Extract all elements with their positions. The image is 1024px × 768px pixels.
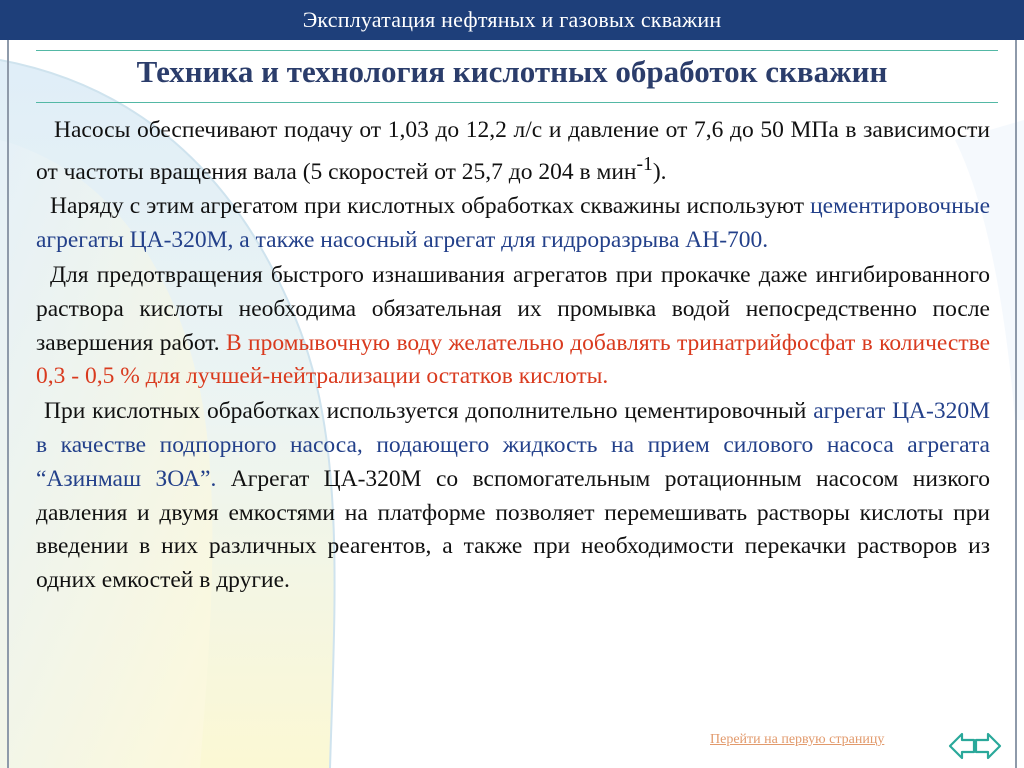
header-bar: [0, 0, 1024, 40]
first-page-link[interactable]: Перейти на первую страницу: [710, 732, 885, 747]
header-title: Эксплуатация нефтяных и газовых скважин: [302, 7, 722, 32]
title-divider-bottom: [36, 102, 998, 103]
paragraph-flushing: [36, 259, 990, 394]
highlight-red: В промывочную воду желательно добавлять тринатрийфосфат в количестве 0,3 - 0,5 % для лучшей-нейтрализации остатков кислоты.: [36, 329, 991, 390]
paragraph-text: ).: [652, 158, 667, 185]
paragraph-text: Насосы обеспечивают подачу от 1,03 до 12,2 л/с и давление от 7,6 до 50 МПа в зависимости от частоты вращения вала (5 скоростей от 25,7 до 204 в мин: [36, 117, 990, 185]
paragraph-text: Для предотвращения быстрого изнашивания агрегатов при прокачке даже ингибированного раствора кислоты необходима обязательная их промывка водой непосредственно после завершения работ.: [36, 262, 990, 356]
paragraph-text: При кислотных обработках используется дополнительно цементировочный: [44, 398, 814, 425]
paragraph-units: [36, 190, 990, 258]
paragraph-text: Наряду с этим агрегатом при кислотных обработках скважины используют: [50, 193, 811, 220]
paragraph-text: Агрегат ЦА-320М со вспомогательным ротационным насосом низкого давления и двумя емкостями на платформе позволяет перемешивать растворы кислоты при введении в них различных реагентов, а также при необходимости перекачки растворов из одних емкостей в другие.: [36, 465, 990, 594]
highlight-blue: цементировочные агрегаты ЦА-320М, а также насосный агрегат для гидроразрыва АН-700.: [36, 193, 990, 254]
double-arrow-icon[interactable]: [948, 730, 1002, 762]
title-divider-top: [36, 50, 998, 51]
body-text: [36, 114, 990, 599]
highlight-blue: агрегат ЦА-320М в качестве подпорного насоса, подающего жидкость на прием силового насоса агрегата “Азинмаш ЗОА”.: [36, 398, 990, 492]
superscript: -1: [636, 153, 653, 175]
paragraph-pumps: [36, 114, 990, 189]
page-title: Техника и технология кислотных обработок скважин: [136, 54, 888, 89]
paragraph-booster: [36, 395, 990, 598]
